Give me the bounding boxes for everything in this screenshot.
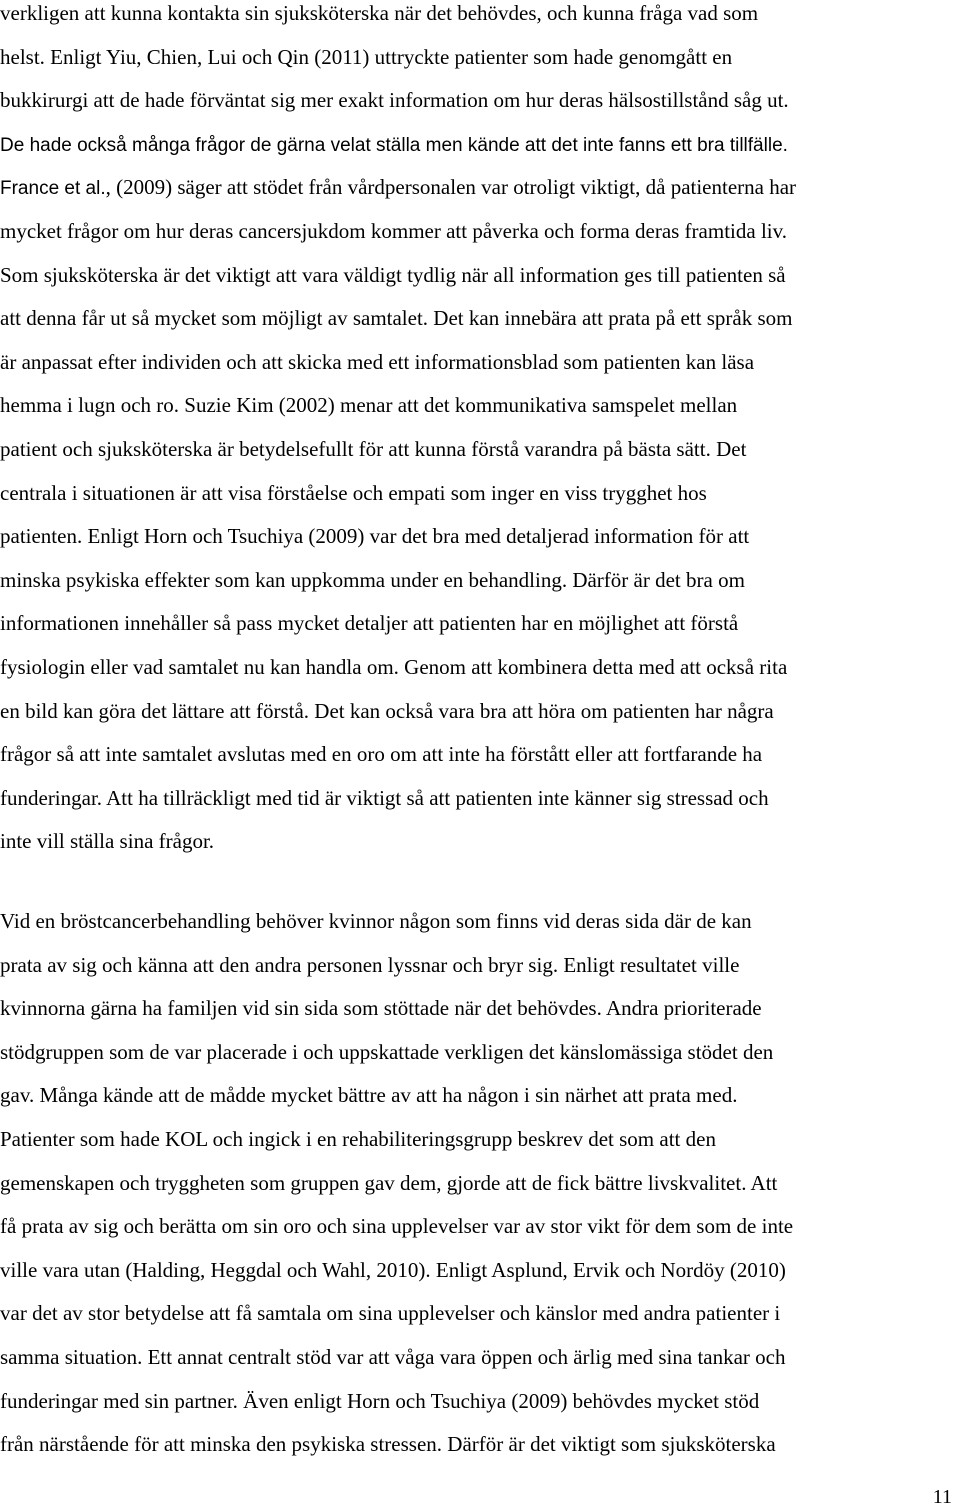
- text-run: gav. Många kände att de mådde mycket bättre av att ha någon i sin närhet att prata med.: [0, 1083, 738, 1108]
- text-line: [0, 392, 960, 436]
- text-run: minska psykiska effekter som kan uppkomma under en behandling. Därför är det bra om: [0, 567, 745, 592]
- text-line: [0, 1300, 960, 1344]
- text-run: verkligen att kunna kontakta sin sjuksköterska när det behövdes, och kunna fråga vad som: [0, 1, 759, 25]
- text-line: [0, 1082, 960, 1126]
- text-run: få prata av sig och berätta om sin oro och sina upplevelser var av stor vikt för dem som de inte: [0, 1214, 794, 1239]
- text-run: kvinnorna gärna ha familjen vid sin sida som stöttade när det behövdes. Andra prioriterade: [0, 996, 762, 1021]
- page-number: 11: [932, 1486, 952, 1508]
- text-run: mycket frågor om hur deras cancersjukdom kommer att påverka och forma deras framtida liv.: [0, 218, 787, 243]
- text-line: [0, 1213, 960, 1257]
- text-run: samma situation. Ett annat centralt stöd var att våga vara öppen och ärlig med sina tankar och: [0, 1344, 786, 1369]
- text-line: [0, 87, 960, 131]
- text-run: Vid en bröstcancerbehandling behöver kvinnor någon som finns vid deras sida där de kan: [0, 909, 752, 933]
- text-run: stödgruppen som de var placerade i och uppskattade verkligen det känslomässiga stödet den: [0, 1039, 774, 1064]
- text-run: ville vara utan (Halding, Heggdal och Wahl, 2010). Enligt Asplund, Ervik och Nordöy (2010): [0, 1257, 786, 1282]
- text-run: funderingar. Att ha tillräckligt med tid är viktigt så att patienten inte känner sig stressad och: [0, 785, 769, 810]
- text-run: France et al.: [0, 178, 106, 200]
- text-line: [0, 0, 960, 44]
- text-run: fysiologin eller vad samtalet nu kan handla om. Genom att kombinera detta med att också rita: [0, 654, 788, 679]
- text-line: [0, 952, 960, 996]
- text-line: [0, 654, 960, 698]
- text-line: [0, 523, 960, 567]
- text-line: [0, 218, 960, 262]
- text-run: Patienter som hade KOL och ingick i en rehabiliteringsgrupp beskrev det som att den: [0, 1126, 716, 1151]
- text-line: [0, 1170, 960, 1214]
- text-line: [0, 610, 960, 654]
- text-line: [0, 305, 960, 349]
- text-run: är anpassat efter individen och att skicka med ett informationsblad som patienten kan läsa: [0, 349, 755, 374]
- text-line: [0, 1431, 960, 1475]
- text-line: [0, 174, 960, 218]
- text-run: gemenskapen och tryggheten som gruppen gav dem, gjorde att de fick bättre livskvalitet. Att: [0, 1170, 778, 1195]
- text-line: [0, 741, 960, 785]
- text-line: [0, 995, 960, 1039]
- text-line: [0, 480, 960, 524]
- text-run: inte vill ställa sina frågor.: [0, 829, 215, 854]
- text-run: en bild kan göra det lättare att förstå. Det kan också vara bra att höra om patienten har några: [0, 698, 774, 723]
- text-line: [0, 1257, 960, 1301]
- text-line: [0, 908, 960, 952]
- text-run: centrala i situationen är att visa förståelse och empati som inger en viss trygghet hos: [0, 480, 707, 505]
- text-line: [0, 567, 960, 611]
- text-run: informationen innehåller så pass mycket detaljer att patienten har en möjlighet att förstå: [0, 611, 739, 636]
- text-run: De hade också många frågor de gärna velat ställa men kände att det inte fanns ett bra tillfälle.: [0, 134, 788, 156]
- text-run: patienten. Enligt Horn och Tsuchiya (2009) var det bra med detaljerad information för att: [0, 524, 750, 549]
- text-run: frågor så att inte samtalet avslutas med en oro om att inte ha förstått eller att fortfarande ha: [0, 742, 763, 767]
- text-line: [0, 131, 960, 175]
- text-run: att denna får ut så mycket som möjligt av samtalet. Det kan innebära att prata på ett språk som: [0, 306, 793, 331]
- text-run: från närstående för att minska den psykiska stressen. Därför är det viktigt som sjuksköterska: [0, 1432, 776, 1457]
- text-line: [0, 698, 960, 742]
- text-line: [0, 785, 960, 829]
- text-line: [0, 349, 960, 393]
- text-line: [0, 1388, 960, 1432]
- text-line: [0, 44, 960, 88]
- text-run: funderingar med sin partner. Även enligt Horn och Tsuchiya (2009) behövdes mycket stöd: [0, 1388, 760, 1413]
- text-run: hemma i lugn och ro. Suzie Kim (2002) menar att det kommunikativa samspelet mellan: [0, 393, 738, 418]
- text-run: patient och sjuksköterska är betydelsefullt för att kunna förstå varandra på bästa sätt. Det: [0, 436, 747, 461]
- text-line: [0, 828, 960, 872]
- text-run: prata av sig och känna att den andra personen lyssnar och bryr sig. Enligt resultatet ville: [0, 952, 740, 977]
- text-run: Som sjuksköterska är det viktigt att vara väldigt tydlig när all information ges till patienten så: [0, 262, 786, 287]
- text-line: [0, 436, 960, 480]
- text-line: [0, 1344, 960, 1388]
- text-line: [0, 1126, 960, 1170]
- text-line: [0, 1039, 960, 1083]
- text-run: bukkirurgi att de hade förväntat sig mer exakt information om hur deras hälsostillstånd såg ut.: [0, 88, 789, 113]
- text-run: helst. Enligt Yiu, Chien, Lui och Qin (2011) uttryckte patienter som hade genomgått en: [0, 44, 733, 69]
- text-line: [0, 262, 960, 306]
- paragraph-2: [0, 908, 960, 1475]
- text-run: var det av stor betydelse att få samtala om sina upplevelser och känslor med andra patienter i: [0, 1301, 781, 1326]
- text-run: , (2009) säger att stödet från vårdpersonalen var otroligt viktigt, då patienterna har: [105, 175, 797, 200]
